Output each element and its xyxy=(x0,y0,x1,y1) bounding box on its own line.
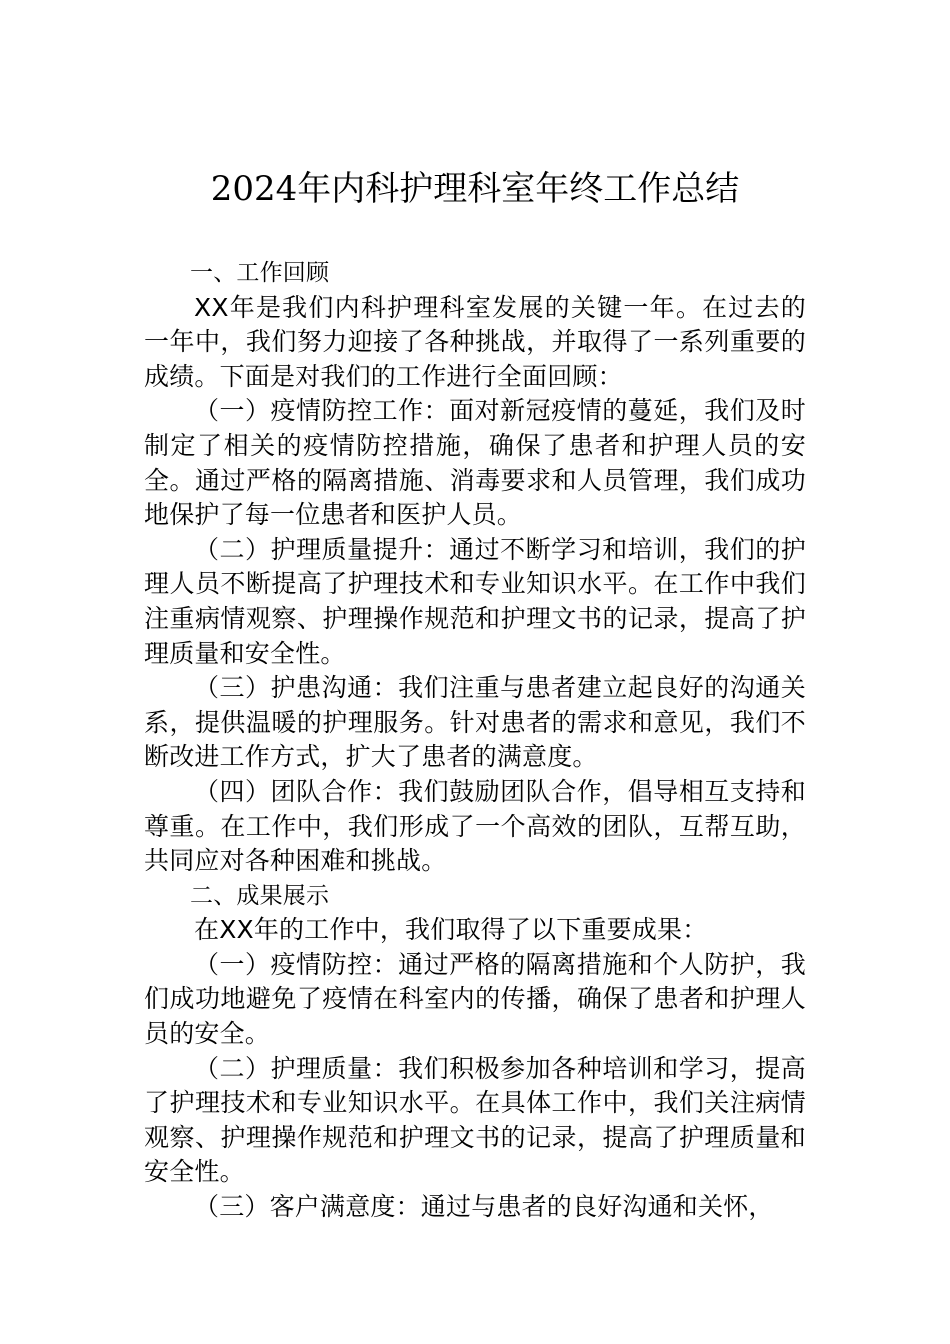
section-heading-results: 二、成果展示 xyxy=(190,882,330,909)
document-title: 2024年内科护理科室年终工作总结 xyxy=(210,169,740,209)
paragraph-teamwork: （四）团队合作：我们鼓励团队合作，倡导相互支持和尊重。在工作中，我们形成了一个高效的团队，互帮互助，共同应对各种困难和挑战。 xyxy=(144,776,806,876)
paragraph-results-intro: 在XX年的工作中，我们取得了以下重要成果： xyxy=(194,915,708,945)
document-body xyxy=(144,256,806,1225)
section-heading-review: 一、工作回顾 xyxy=(190,260,330,286)
paragraph-intro: XX年是我们内科护理科室发展的关键一年。在过去的一年中，我们努力迎接了各种挑战，并取得了一系列重要的成绩。下面是对我们的工作进行全面回顾： xyxy=(144,292,806,391)
paragraph-communication: （三）护患沟通：我们注重与患者建立起良好的沟通关系，提供温暖的护理服务。针对患者的需求和意见，我们不断改进工作方式，扩大了患者的满意度。 xyxy=(144,673,806,772)
paragraph-quality-improvement: （二）护理质量提升：通过不断学习和培训，我们的护理人员不断提高了护理技术和专业知识水平。在工作中我们注重病情观察、护理操作规范和护理文书的记录，提高了护理质量和安全性。 xyxy=(144,534,806,668)
paragraph-result-quality: （二）护理质量：我们积极参加各种培训和学习，提高了护理技术和专业知识水平。在具体工作中，我们关注病情观察、护理操作规范和护理文书的记录，提高了护理质量和安全性。 xyxy=(144,1053,806,1187)
paragraph-epidemic-work: （一）疫情防控工作：面对新冠疫情的蔓延，我们及时制定了相关的疫情防控措施，确保了患者和护理人员的安全。通过严格的隔离措施、消毒要求和人员管理，我们成功地保护了每一位患者和医护人员。 xyxy=(144,396,806,530)
paragraph-result-epidemic: （一）疫情防控：通过严格的隔离措施和个人防护，我们成功地避免了疫情在科室内的传播，确保了患者和护理人员的安全。 xyxy=(144,949,806,1049)
paragraph-result-satisfaction: （三）客户满意度：通过与患者的良好沟通和关怀， xyxy=(194,1192,774,1222)
